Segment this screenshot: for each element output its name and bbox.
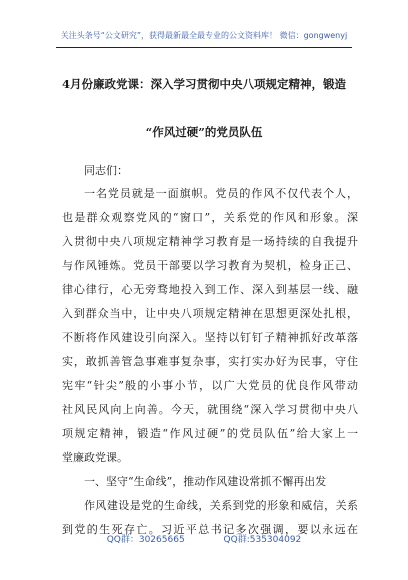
paragraph-line: 实，敢抓善管急事难事复杂事，实打实办好为民事，守住 — [62, 355, 358, 368]
document-title-line-2: “作风过硬”的党员队伍 — [145, 125, 263, 139]
qq-footer — [0, 532, 408, 545]
qq-group-1: QQ群：30265665 — [106, 535, 185, 545]
header-divider — [56, 47, 352, 48]
section-heading: 一、坚守“生命线”，推动作风建设常抓不懈再出发 — [84, 475, 327, 488]
salutation: 同志们： — [84, 164, 128, 177]
promo-header: 关注头条号“公文研究”，获得最新最全最专业的公文资料库！ 微信：gongwenyj — [60, 31, 348, 40]
paragraph-line: 宪牢“针尖”般的小事小节，以广大党员的优良作风带动 — [62, 379, 358, 392]
paragraph-line: 到党的生死存亡。习近平总书记多次强调，要以永远在 — [62, 523, 358, 536]
document-title-line-1: 4月份廉政党课：深入学习贯彻中央八项规定精神，锻造 — [62, 77, 346, 91]
paragraph-line: 入到群众当中，让中央八项规定精神在思想更深处扎根， — [62, 307, 358, 320]
paragraph-line: 堂廉政党课。 — [62, 451, 128, 464]
paragraph-line: 作风建设是党的生命线，关系到党的形象和威信，关系 — [84, 499, 358, 512]
paragraph-line: 项规定精神，锻造“作风过硬”的党员队伍”给大家上一 — [62, 427, 358, 440]
paragraph-line: 也是群众观察党风的“窗口”，关系党的作风和形象。深 — [62, 211, 358, 224]
qq-group-2: QQ群:535304092 — [223, 535, 302, 545]
paragraph-line: 社风民风向上向善。今天，就围绕“深入学习贯彻中央八 — [62, 403, 358, 416]
paragraph-line: 律心律行，心无旁骛地投入到工作、深入到基层一线、融 — [62, 283, 358, 296]
paragraph-line: 不断将作风建设引向深入。坚持以钉钉子精神抓好改革落 — [62, 331, 358, 344]
paragraph-line: 一名党员就是一面旗帜。党员的作风不仅代表个人， — [84, 187, 358, 200]
paragraph-line: 入贯彻中央八项规定精神学习教育是一场持续的自我提升 — [62, 235, 358, 248]
paragraph-line: 与作风锤炼。党员干部要以学习教育为契机，检身正己、 — [62, 259, 358, 272]
